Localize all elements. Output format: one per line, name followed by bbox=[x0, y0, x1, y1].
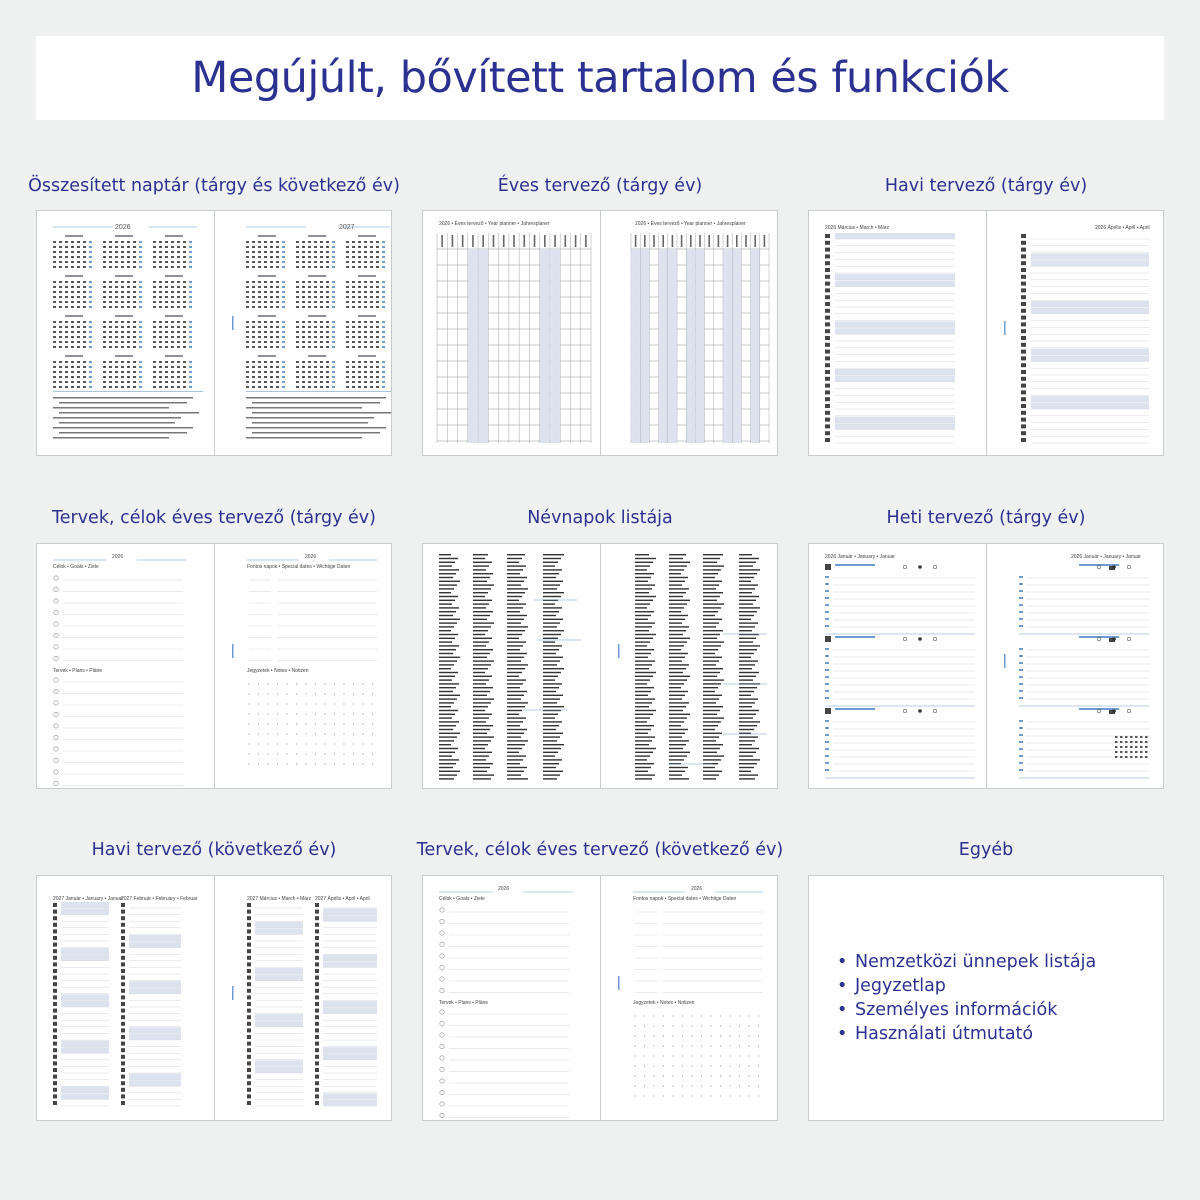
preview-goals-planner bbox=[36, 543, 392, 789]
caption-osszesitett-naptar: Összesített naptár (tárgy és következő év) bbox=[28, 176, 400, 196]
page-title-right: 2026 Április • April • April bbox=[1095, 225, 1150, 231]
dates-heading: Fontos napok • Special dates • Wichtige Daten bbox=[633, 896, 737, 902]
preview-year-planner bbox=[422, 210, 778, 456]
list-item: • Személyes információk bbox=[835, 998, 1096, 1022]
caption-tervek-celok: Tervek, célok éves tervező (tárgy év) bbox=[52, 508, 376, 528]
plans-heading: Tervek • Plans • Pläne bbox=[439, 1000, 489, 1006]
list-item: • Nemzetközi ünnepek listája bbox=[835, 950, 1096, 974]
year-planner-sketch bbox=[423, 211, 778, 456]
year-label-right: 2027 bbox=[339, 224, 355, 231]
plans-heading: Tervek • Plans • Pläne bbox=[53, 668, 103, 674]
page-title: Megújúlt, bővített tartalom és funkciók bbox=[191, 53, 1009, 103]
list-item: • Használati útmutató bbox=[835, 1022, 1096, 1046]
notes-heading: Jegyzetek • Notes • Notizen bbox=[247, 668, 309, 674]
weekly-planner-sketch bbox=[809, 544, 1164, 789]
caption-egyeb: Egyéb bbox=[958, 840, 1014, 860]
preview-goals-planner-next-year bbox=[422, 875, 778, 1121]
caption-heti-tervezo: Heti tervező (tárgy év) bbox=[886, 508, 1086, 528]
preview-name-days bbox=[422, 543, 778, 789]
preview-weekly-planner bbox=[808, 543, 1164, 789]
page-title-left: 2026 Március • March • März bbox=[825, 225, 890, 231]
list-item: • Jegyzetlap bbox=[835, 974, 1096, 998]
page-title-left: 2026 • Éves tervező • Year planner • Jahresplaner bbox=[439, 221, 550, 227]
dates-heading: Fontos napok • Special dates • Wichtige Daten bbox=[247, 564, 351, 570]
name-days-sketch bbox=[423, 544, 778, 789]
caption-havi-tervezo: Havi tervező (tárgy év) bbox=[884, 176, 1088, 196]
preview-monthly-planner-next-year bbox=[36, 875, 392, 1121]
goals-heading: Célok • Goals • Ziele bbox=[53, 564, 99, 570]
year-label-left: 2026 bbox=[112, 554, 124, 560]
other-features-list bbox=[835, 950, 1096, 1046]
goals-sketch bbox=[37, 544, 392, 789]
monthly-planner-next-sketch bbox=[37, 876, 392, 1121]
caption-eves-tervezo: Éves tervező (tárgy év) bbox=[497, 176, 703, 196]
caption-tervek-celok-kovetkezo: Tervek, célok éves tervező (következő év) bbox=[416, 840, 784, 860]
preview-calendar bbox=[36, 210, 392, 456]
preview-monthly-planner bbox=[808, 210, 1164, 456]
month-title-3: 2027 Március • March • März bbox=[247, 896, 312, 902]
year-label-left: 2026 bbox=[115, 224, 131, 231]
caption-nevnapok: Névnapok listája bbox=[527, 508, 673, 528]
month-title-4: 2027 Április • April • April bbox=[315, 896, 370, 902]
goals-heading: Célok • Goals • Ziele bbox=[439, 896, 485, 902]
title-banner bbox=[36, 36, 1164, 120]
notes-heading: Jegyzetek • Notes • Notizen bbox=[633, 1000, 695, 1006]
page-title-left: 2026 Január • January • Januar bbox=[825, 554, 895, 560]
year-label-right: 2026 bbox=[691, 886, 703, 892]
calendar-sketch bbox=[37, 211, 392, 456]
preview-other bbox=[808, 875, 1164, 1121]
year-label-right: 2026 bbox=[305, 554, 317, 560]
caption-havi-tervezo-kovetkezo: Havi tervező (következő év) bbox=[91, 840, 337, 860]
monthly-planner-sketch bbox=[809, 211, 1164, 456]
month-title-1: 2027 Január • January • Januar bbox=[53, 896, 123, 902]
year-label-left: 2026 bbox=[498, 886, 510, 892]
page-title-right: 2026 • Éves tervező • Year planner • Jahresplaner bbox=[635, 221, 746, 227]
page-title-right: 2026 Január • January • Januar bbox=[1071, 554, 1141, 560]
month-title-2: 2027 Február • February • Februar bbox=[121, 896, 198, 902]
goals-next-sketch bbox=[423, 876, 778, 1121]
